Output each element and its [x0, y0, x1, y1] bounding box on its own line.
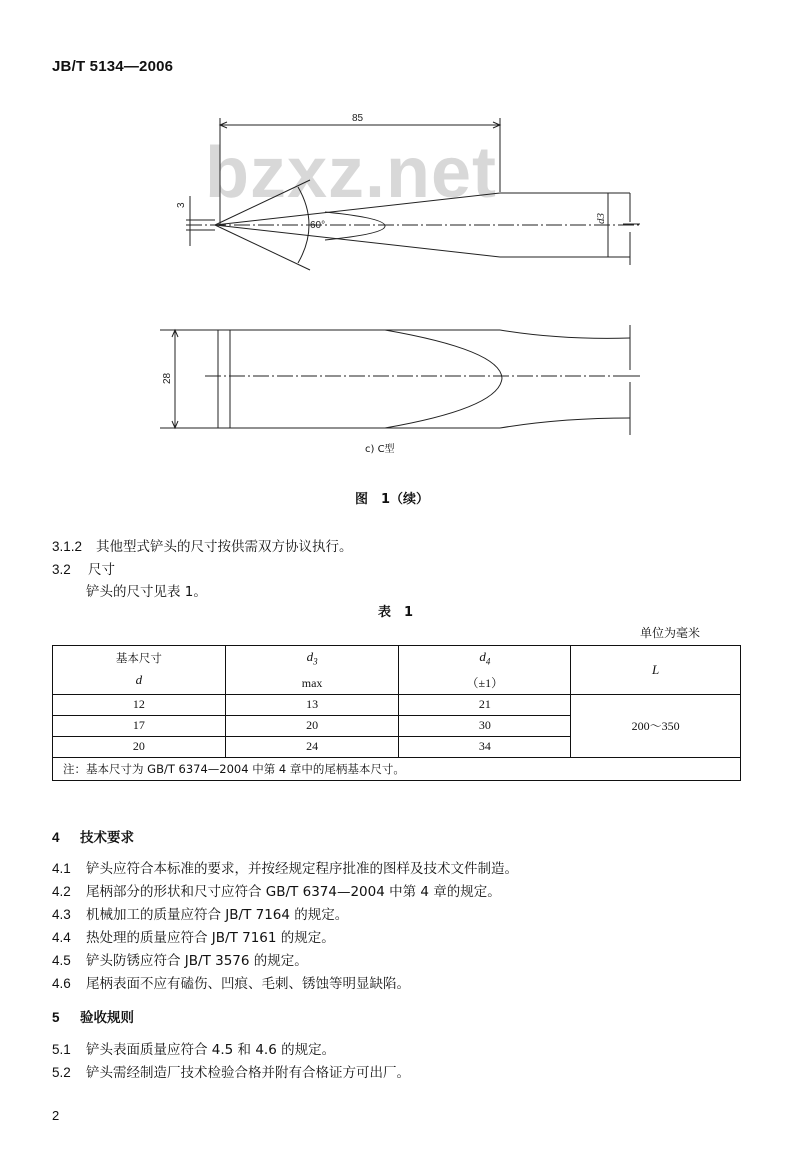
section-5-1: 5.1 铲头表面质量应符合 4.5 和 4.6 的规定。: [52, 1042, 336, 1058]
angle-line-upper: [215, 180, 310, 225]
cell-d: 12: [53, 694, 226, 715]
section-3-1-2: 3.1.2 其他型式铲头的尺寸按供需双方协议执行。: [52, 539, 353, 555]
cell-d3: 20: [225, 715, 399, 736]
section-4-2: 4.2 尾柄部分的形状和尺寸应符合 GB/T 6374—2004 中第 4 章的规定。: [52, 884, 501, 900]
cell-d: 17: [53, 715, 226, 736]
side-bottom-curve: [500, 418, 630, 428]
table-title: 表 1: [378, 605, 414, 620]
cell-d3: 13: [225, 694, 399, 715]
table-row: [53, 694, 741, 715]
section-5-heading: 5 验收规则: [52, 1010, 134, 1026]
table-1: [52, 645, 741, 781]
section-5-2: 5.2 铲头需经制造厂技术检验合格并附有合格证方可出厂。: [52, 1065, 410, 1081]
figure-caption: 图 1（续）: [355, 492, 430, 507]
cell-L: 200～350: [571, 694, 741, 757]
standard-code: JB/T 5134—2006: [52, 58, 174, 75]
section-4-heading: 4 技术要求: [52, 830, 134, 846]
section-4-5: 4.5 铲头防锈应符合 JB/T 3576 的规定。: [52, 953, 308, 969]
table-note-row: [53, 757, 741, 780]
table-unit: 单位为毫米: [640, 626, 701, 640]
dim-85-label: 85: [352, 113, 364, 124]
section-4-4: 4.4 热处理的质量应符合 JB/T 7161 的规定。: [52, 930, 335, 946]
dim-28-label: 28: [162, 372, 173, 384]
blade-curve: [325, 212, 385, 240]
header-d4: $d_4$ （±1）: [399, 646, 571, 695]
figure-subcaption: c) C型: [365, 444, 395, 455]
table-header-row: [53, 646, 741, 695]
watermark: bzxz.net: [205, 133, 498, 213]
dim-d3-label: d3: [595, 213, 607, 224]
section-4-6: 4.6 尾柄表面不应有磕伤、凹痕、毛刺、锈蚀等明显缺陷。: [52, 976, 410, 992]
header-d3: $d_3$ max: [225, 646, 399, 695]
table-note: 注：基本尺寸为 GB/T 6374—2004 中第 4 章中的尾柄基本尺寸。: [53, 757, 741, 780]
header-L: L: [571, 646, 741, 695]
angle-line-lower: [215, 225, 310, 270]
section-4-3: 4.3 机械加工的质量应符合 JB/T 7164 的规定。: [52, 907, 349, 923]
cell-d: 20: [53, 736, 226, 757]
blade-top-edge: [215, 193, 500, 225]
section-3-2-heading: 3.2 尺寸: [52, 562, 115, 578]
cell-d3: 24: [225, 736, 399, 757]
header-basic-size: 基本尺寸 d: [53, 646, 226, 695]
cell-d4: 34: [399, 736, 571, 757]
side-blade-curve: [385, 330, 502, 428]
section-3-2-body: 铲头的尺寸见表 1。: [86, 584, 207, 600]
side-top-curve: [500, 330, 630, 338]
blade-bottom-edge: [215, 225, 500, 257]
dim-3-label: 3: [176, 202, 187, 208]
cell-d4: 21: [399, 694, 571, 715]
cell-d4: 30: [399, 715, 571, 736]
technical-drawing: [0, 0, 800, 480]
section-4-1: 4.1 铲头应符合本标准的要求，并按经规定程序批准的图样及技术文件制造。: [52, 861, 518, 877]
angle-label: 60°: [310, 220, 326, 231]
page-number: 2: [52, 1108, 60, 1123]
